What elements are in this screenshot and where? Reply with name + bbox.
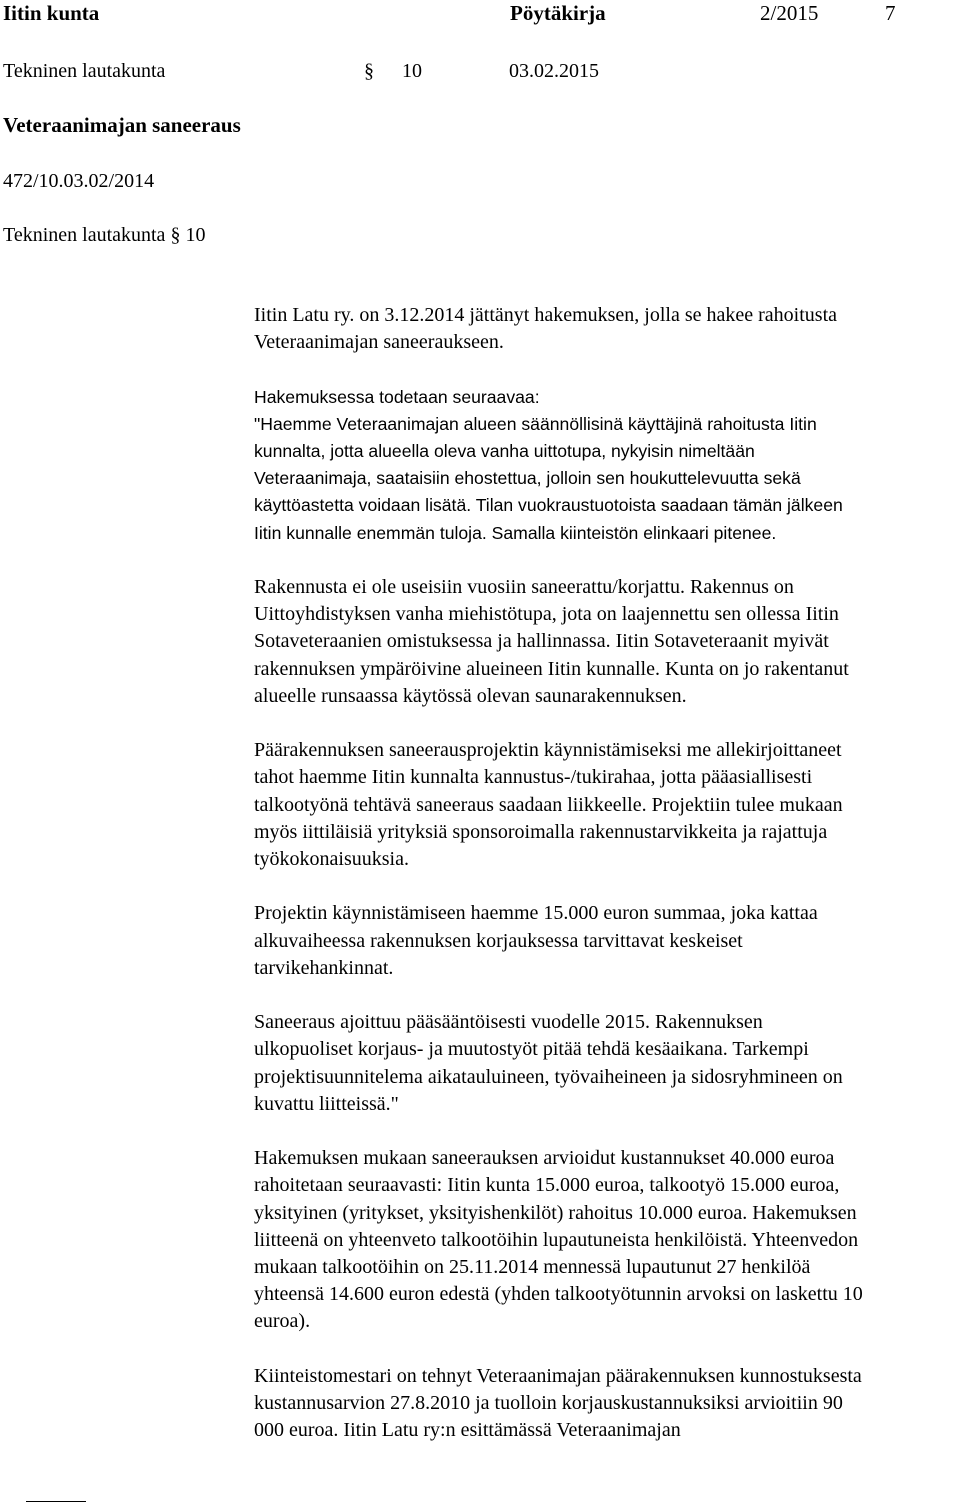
text-line: rahoitetaan seuraavasti: Iitin kunta 15.000 euroa, talkootyö 15.000 euroa,	[254, 1174, 840, 1197]
section-symbol: §	[364, 60, 374, 82]
costs-paragraph	[254, 1145, 954, 1335]
text-line: kunnalta, jotta alueella oleva vanha uittotupa, nykyisin nimeltään	[254, 441, 755, 461]
text-line: yhteensä 14.600 euron edestä (yhden talkootyötunnin arvoksi on laskettu 10	[254, 1283, 863, 1306]
reference-number: 472/10.03.02/2014	[3, 170, 155, 192]
text-line: euroa).	[254, 1310, 311, 1333]
text-line: työkokonaisuuksia.	[254, 848, 409, 871]
text-line: käyttöastetta voidaan lisätä. Tilan vuokraustuotoista saadaan tämän jälkeen	[254, 495, 843, 516]
committee-ref-section-number: 10	[185, 224, 206, 246]
text-line: tarvikehankinnat.	[254, 956, 394, 979]
text-line: kuvattu liitteissä."	[254, 1092, 399, 1115]
document-subheader	[0, 58, 960, 86]
text-line: yksityinen (yritykset, yksityishenkilöt) rahoitus 10.000 euroa. Hakemuksen	[254, 1201, 857, 1224]
text-line: Sotaveteraanien omistuksessa ja hallinnassa. Iitin Sotaveteraanit myivät	[254, 630, 829, 653]
page-number: 7	[885, 1, 896, 25]
text-line: "Haemme Veteraanimajan alueen säännöllisinä käyttäjinä rahoitusta Iitin	[254, 413, 817, 434]
text-line: projektisuunnitelema aikatauluineen, työvaiheineen ja sidosryhmineen on	[254, 1065, 843, 1088]
text-line: Päärakennuksen saneerausprojektin käynnistämiseksi me allekirjoittaneet	[254, 739, 842, 762]
text-line: Rakennusta ei ole useisiin vuosiin saneerattu/korjattu. Rakennus on	[254, 576, 794, 598]
text-line: Hakemuksen mukaan saneerauksen arvioidut kustannukset 40.000 euroa	[254, 1147, 835, 1170]
text-line: Saneeraus ajoittuu pääsääntöisesti vuodelle 2015. Rakennuksen	[254, 1011, 763, 1034]
text-line: alkuvaiheessa rakennuksen korjauksessa tarvittavat keskeiset	[254, 929, 743, 952]
text-line: alueelle runsaassa käytössä olevan saunarakennuksen.	[254, 684, 687, 707]
text-line: Projektin käynnistämiseen haemme 15.000 euron summaa, joka kattaa	[254, 902, 818, 925]
building-paragraph	[254, 574, 954, 710]
text-line: tahot haemme Iitin kunnalta kannustus-/tukirahaa, jotta pääasiallisesti	[254, 766, 813, 789]
meeting-date: 03.02.2015	[509, 60, 599, 82]
text-line: myös iittiläisiä yrityksiä sponsoroimalla rakennustarvikkeita ja rajattuja	[254, 820, 828, 843]
section-number: 10	[402, 60, 422, 82]
text-line: 000 euroa. Iitin Latu ry:n esittämässä Veteraanimajan	[254, 1419, 681, 1442]
committee-name: Tekninen lautakunta	[3, 60, 166, 82]
text-line: liitteenä on yhteenveto talkootöihin lupautuneista henkilöistä. Yhteenvedon	[254, 1228, 859, 1251]
text-line: rakennuksen ympäröivine alueineen Iitin kunnalle. Kunta on jo rakentanut	[254, 657, 849, 680]
footer-rule	[26, 1501, 86, 1502]
document-header	[0, 0, 960, 28]
schedule-paragraph	[254, 1009, 954, 1118]
property-paragraph	[254, 1363, 954, 1445]
document-title: Veteraanimajan saneeraus	[3, 113, 241, 137]
text-line: mukaan talkootöihin on 25.11.2014 mennessä lupautunut 27 henkilöä	[254, 1256, 811, 1279]
intro-paragraph	[254, 302, 954, 356]
committee-reference	[3, 222, 205, 248]
document-type: Pöytäkirja	[510, 1, 606, 25]
text-line: Kiinteistomestari on tehnyt Veteraanimajan päärakennuksen kunnostuksesta	[254, 1364, 862, 1387]
text-line: Veteraanimaja, saataisiin ehostettua, jolloin sen houkuttelevuutta sekä	[254, 468, 801, 489]
text-line: Iitin kunnalle enemmän tuloja. Samalla kiinteistön elinkaari pitenee.	[254, 522, 777, 543]
committee-ref-section-symbol: §	[170, 224, 181, 246]
text-line: Veteraanimajan saneeraukseen.	[254, 331, 504, 354]
text-line: Hakemuksessa todetaan seuraavaa:	[254, 386, 540, 407]
funding-paragraph	[254, 900, 954, 982]
text-line: kustannusarvion 27.8.2010 ja tuolloin korjauskustannuksiksi arvioitiin 90	[254, 1392, 843, 1415]
municipality-name: Iitin kunta	[3, 1, 100, 25]
body-text	[254, 302, 954, 1444]
quote-paragraph	[254, 384, 954, 547]
text-line: ulkopuoliset korjaus- ja muutostyöt pitää tehdä kesäaikana. Tarkempi	[254, 1038, 809, 1061]
text-line: talkootyönä tehtävä saneeraus saadaan liikkeelle. Projektiin tulee mukaan	[254, 793, 843, 816]
text-line: Uittoyhdistyksen vanha miehistötupa, jota on laajennettu sen ollessa Iitin	[254, 603, 839, 626]
document-number: 2/2015	[760, 1, 819, 25]
text-line: Iitin Latu ry. on 3.12.2014 jättänyt hakemuksen, jolla se hakee rahoitusta	[254, 304, 837, 326]
committee-ref-name: Tekninen lautakunta	[3, 224, 166, 246]
project-paragraph	[254, 737, 954, 873]
